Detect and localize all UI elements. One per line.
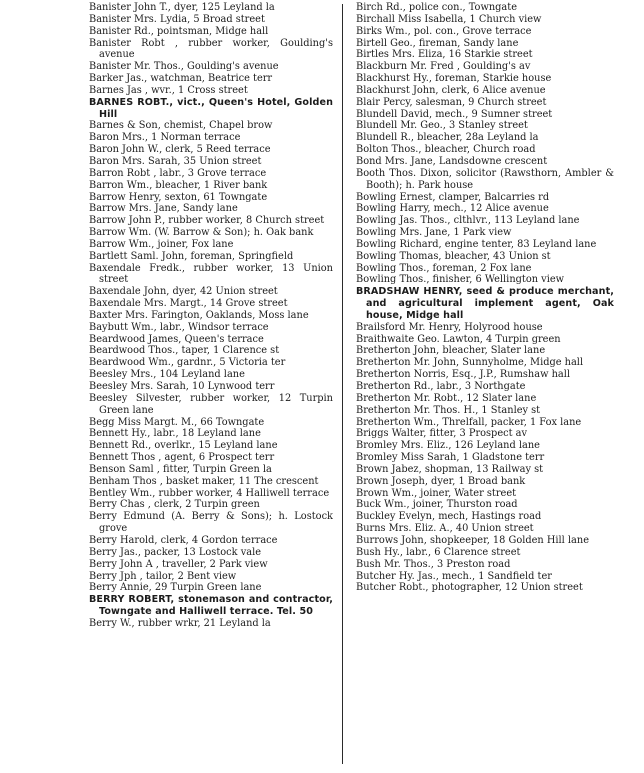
directory-entry: Barrow John P., rubber worker, 8 Church street [89,215,325,227]
directory-entry: Bretherton Rd., labr., 3 Northgate [356,381,526,392]
directory-entry: Bentley Wm., rubber worker, 4 Halliwell terrace [89,487,330,499]
directory-entry: Booth Thos. Dixon, solicitor (Rawsthorn, Ambler & Booth); h. Park house [356,167,614,191]
directory-entry: Butcher Robt., photographer, 12 Union street [356,582,583,594]
directory-entry: Berry Edmund (A. Berry & Sons); h. Lostock grove [89,511,333,535]
directory-entry: Blackhurst John, clerk, 6 Alice avenue [356,84,546,96]
directory-entry: Bolton Thos., bleacher, Church road [356,144,536,156]
directory-entry: Berry W., rubber wrkr, 21 Leyland la [89,617,271,629]
directory-entry: Bowling Ernest, clamper, Balcarries rd [356,191,550,203]
directory-entry: Barron Robt , labr., 3 Grove terrace [89,167,267,179]
directory-entry: Barrow Mrs. Jane, Sandy lane [89,203,238,215]
directory-entry: Bretherton Mr. Thos. H., 1 Stanley st [356,404,541,416]
directory-entry: Barnes & Son, chemist, Chapel brow [89,120,273,132]
column-divider [342,4,343,764]
directory-entry: Brailsford Mr. Henry, Holyrood house [356,321,543,333]
directory-entry: Bretherton Mr. Robt., 12 Slater lane [356,392,537,404]
directory-entry: Baxendale Mrs. Margt., 14 Grove street [89,298,288,310]
directory-entry: Begg Miss Margt. M., 66 Towngate [89,416,265,428]
directory-entry: Beardwood Wm., gardnr., 5 Victoria ter [89,357,286,369]
directory-entry: Blundell David, mech., 9 Sumner street [356,108,553,120]
directory-entry: Beesley Silvester, rubber worker, 12 Turpin Green lane [89,392,333,416]
directory-entry: Bowling Mrs. Jane, 1 Park view [356,227,512,239]
directory-entry: Barrow Wm., joiner, Fox lane [89,238,234,250]
directory-entry: Beardwood Thos., taper, 1 Clarence st [89,345,280,357]
directory-entry: Baxendale Fredk., rubber worker, 13 Union street [89,262,333,286]
directory-entry-bold: BARNES ROBT., vict., Queen's Hotel, Golden Hill [89,96,333,120]
directory-entry: Baybutt Wm., labr., Windsor terrace [89,321,269,333]
directory-entry: Bowling Harry, mech., 12 Alice avenue [356,203,549,215]
directory-entry: Blundell Mr. Geo., 3 Stanley street [356,120,528,132]
directory-entry: Blackhurst Hy., foreman, Starkie house [356,73,552,85]
directory-entry: Berry Annie, 29 Turpin Green lane [89,582,262,594]
directory-entry: Baron Mrs., 1 Norman terrace [89,132,241,144]
directory-entry: Banister Mr. Thos., Goulding's avenue [89,61,279,73]
directory-entry: Banister Rd., pointsman, Midge hall [89,25,269,37]
directory-entry: Buckley Evelyn, mech, Hastings road [356,511,542,523]
directory-entry: Barron Wm., bleacher, 1 River bank [89,179,268,191]
directory-entry: Brown Wm., joiner, Water street [356,487,517,499]
directory-entry: Bennett Rd., overlkr., 15 Leyland lane [89,440,278,452]
directory-entry: Baxendale John, dyer, 42 Union street [89,286,278,298]
directory-entry: Barrow Wm. (W. Barrow & Son); h. Oak bank [89,227,314,239]
directory-entry: Banister John T., dyer, 125 Leyland la [89,2,275,13]
directory-entry: Birtell Geo., fireman, Sandy lane [356,37,519,49]
right-column [356,2,614,594]
directory-entry: Braithwaite Geo. Lawton, 4 Turpin green [356,333,561,345]
directory-entry: Berry Jph , tailor, 2 Bent view [89,570,237,582]
directory-entry: Baron Mrs. Sarah, 35 Union street [89,155,262,167]
left-column [89,2,333,630]
directory-entry: Butcher Hy. Jas., mech., 1 Sandfield ter [356,570,552,582]
directory-entry: Banister Robt , rubber worker, Goulding's avenue [89,37,333,61]
directory-entry: Blundell R., bleacher, 28a Leyland la [356,132,539,144]
directory-entry: Brown Jabez, shopman, 13 Railway st [356,463,544,475]
directory-entry: Bennett Hy., labr., 18 Leyland lane [89,428,261,440]
directory-entry: Bowling Jas. Thos., clthlvr., 113 Leyland lane [356,215,580,227]
directory-entry: Benham Thos , basket maker, 11 The crescent [89,475,319,487]
directory-entry: Burrows John, shopkeeper, 18 Golden Hill lane [356,534,589,546]
directory-entry: Bartlett Saml. John, foreman, Springfield [89,250,294,262]
directory-entry: Berry Chas , clerk, 2 Turpin green [89,499,260,511]
directory-entry: Barker Jas., watchman, Beatrice terr [89,73,273,85]
directory-entry: Berry Harold, clerk, 4 Gordon terrace [89,534,278,546]
directory-entry: Beesley Mrs. Sarah, 10 Lynwood terr [89,381,275,392]
directory-entry: Bush Mr. Thos., 3 Preston road [356,558,511,570]
directory-entry: Brown Joseph, dyer, 1 Broad bank [356,475,526,487]
directory-entry: Baxter Mrs. Farington, Oaklands, Moss lane [89,309,309,321]
directory-entry-bold: BERRY ROBERT, stonemason and contractor, Towngate and Halliwell terrace. Tel. 50 [89,594,333,618]
directory-entry: Burns Mrs. Eliz. A., 40 Union street [356,523,534,535]
directory-entry: Buck Wm., joiner, Thurston road [356,499,518,511]
directory-entry-bold: BRADSHAW HENRY, seed & produce merchant, and agricultural implement agent, Oak house, Midge hall [356,286,614,321]
directory-entry: Bennett Thos , agent, 6 Prospect terr [89,452,275,464]
directory-entry: Blackburn Mr. Fred , Goulding's av [356,61,531,73]
directory-entry: Birch Rd., police con., Towngate [356,2,518,13]
directory-entry: Beardwood James, Queen's terrace [89,333,264,345]
directory-entry: Barrow Henry, sexton, 61 Towngate [89,191,268,203]
directory-entry: Bretherton Wm., Threlfall, packer, 1 Fox lane [356,416,582,428]
directory-entry: Berry John A , traveller, 2 Park view [89,558,268,570]
directory-entry: Birks Wm., pol. con., Grove terrace [356,25,532,37]
directory-entry: Benson Saml , fitter, Turpin Green la [89,463,272,475]
directory-entry: Berry Jas., packer, 13 Lostock vale [89,546,262,558]
directory-entry: Bromley Mrs. Eliz., 126 Leyland lane [356,440,540,452]
directory-entry: Bretherton Norris, Esq., J.P., Rumshaw hall [356,369,570,381]
directory-entry: Bond Mrs. Jane, Landsdowne crescent [356,155,548,167]
directory-entry: Bretherton John, bleacher, Slater lane [356,345,546,357]
directory-entry: Briggs Walter, fitter, 3 Prospect av [356,428,528,440]
directory-entry: Bowling Thomas, bleacher, 43 Union st [356,250,551,262]
directory-entry: Beesley Mrs., 104 Leyland lane [89,369,245,381]
directory-entry: Bowling Richard, engine tenter, 83 Leyland lane [356,238,597,250]
directory-entry: Birtles Mrs. Eliza, 16 Starkie street [356,49,533,61]
directory-entry: Blair Percy, salesman, 9 Church street [356,96,547,108]
directory-entry: Banister Mrs. Lydia, 5 Broad street [89,13,265,25]
directory-entry: Birchall Miss Isabella, 1 Church view [356,13,542,25]
directory-entry: Bretherton Mr. John, Sunnyholme, Midge hall [356,357,584,369]
directory-entry: Bromley Miss Sarah, 1 Gladstone terr [356,452,545,464]
directory-entry: Bush Hy., labr., 6 Clarence street [356,546,521,558]
directory-entry: Bowling Thos., foreman, 2 Fox lane [356,262,532,274]
directory-entry: Bowling Thos., finisher, 6 Wellington view [356,274,565,286]
directory-entry: Barnes Jas , wvr., 1 Cross street [89,84,248,96]
directory-entry: Baron John W., clerk, 5 Reed terrace [89,144,271,156]
